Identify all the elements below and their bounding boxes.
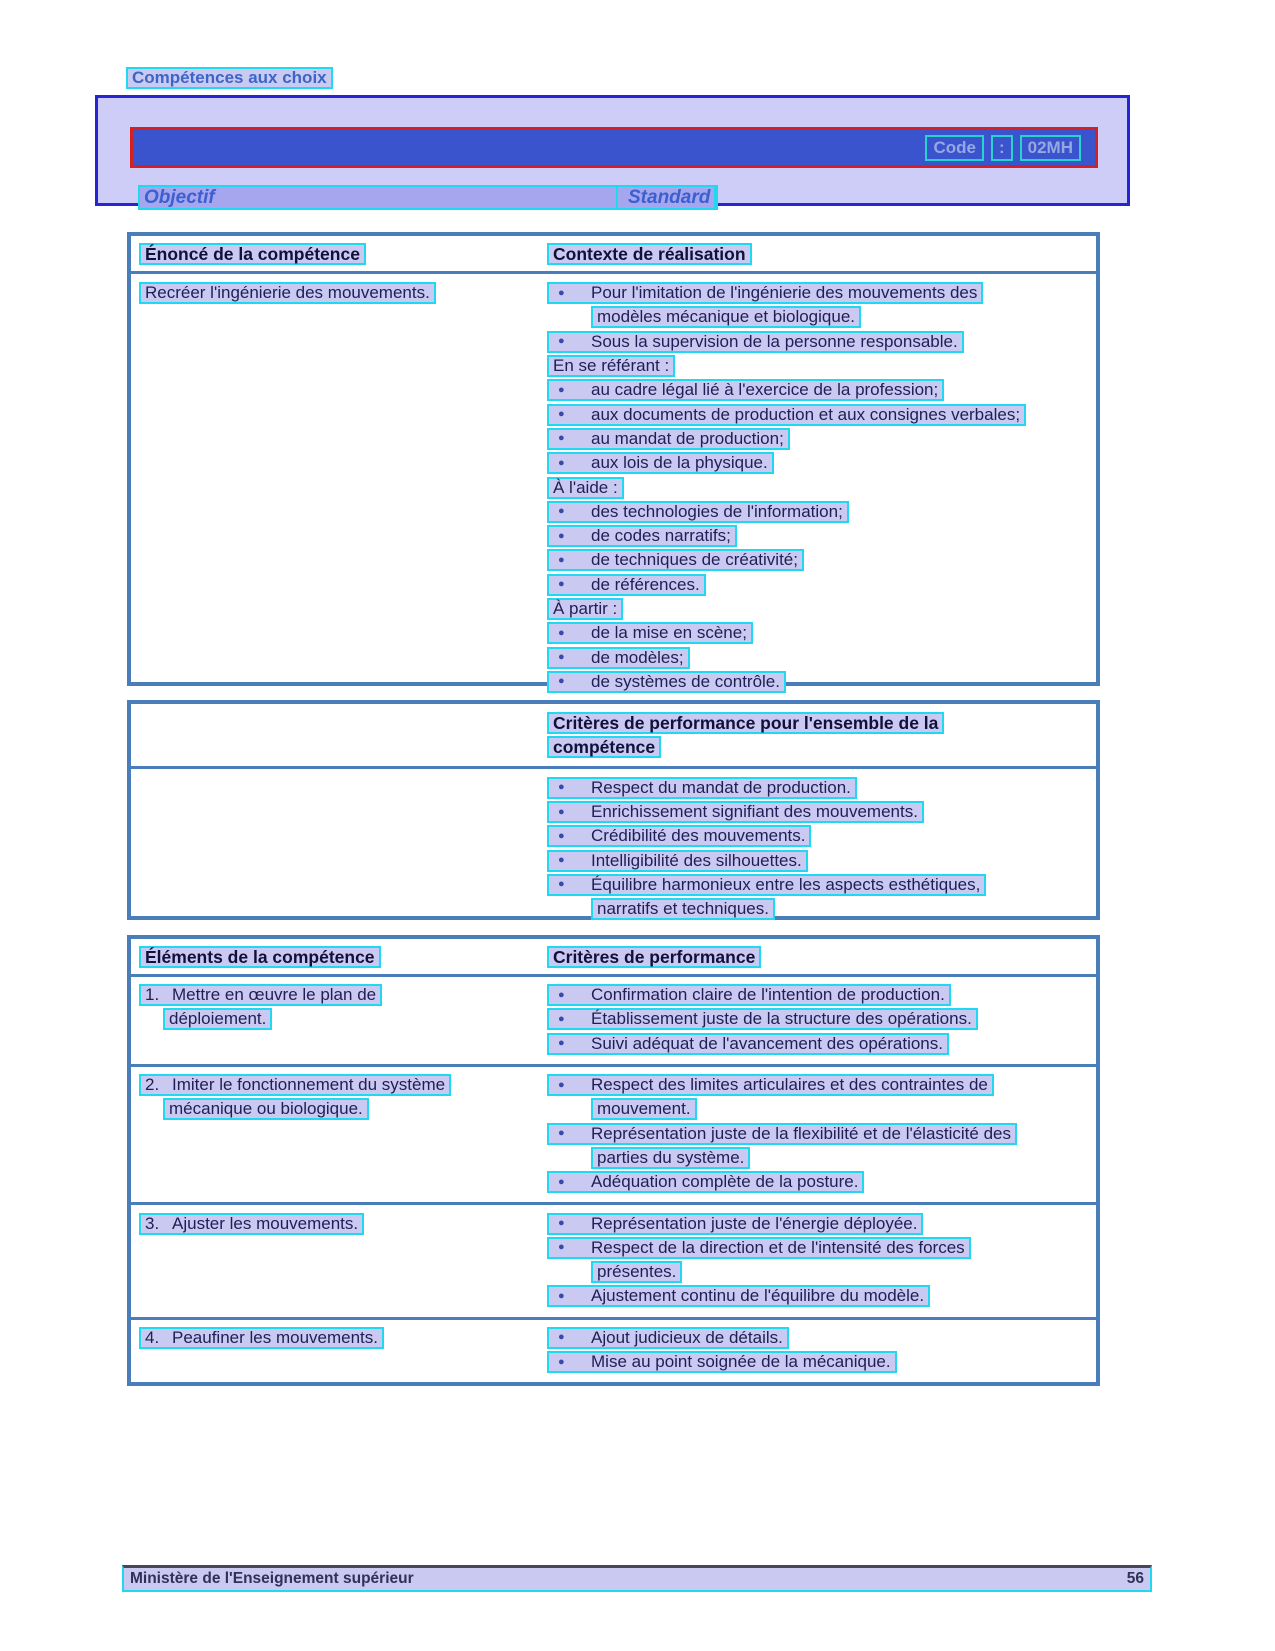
line-text: Ajustement continu de l'équilibre du modèle. [591, 1286, 925, 1306]
highlight-box [547, 379, 944, 401]
highlight-box [591, 1147, 750, 1169]
highlight-box [547, 622, 753, 644]
highlight-box [547, 712, 944, 734]
bullet-icon: ● [558, 1175, 565, 1188]
line-text: À l'aide : [553, 477, 618, 497]
line-text: de techniques de créativité; [591, 550, 798, 570]
highlight-box [547, 331, 964, 353]
top-label-text: Compétences aux choix [132, 68, 327, 87]
element-cell [139, 1326, 547, 1375]
line-text: Recréer l'ingénierie des mouvements. [145, 283, 430, 303]
highlight-box [547, 452, 774, 474]
table-row [131, 977, 1096, 1064]
table3-col2-header-cell [547, 946, 1088, 968]
text-line [547, 776, 1088, 800]
highlight-box [547, 801, 924, 823]
element-cell [139, 1073, 547, 1194]
item-number: 3. [145, 1213, 160, 1233]
bullet-icon: ● [558, 1217, 565, 1230]
table-row [131, 1202, 1096, 1316]
context-cell [547, 281, 1088, 694]
text-line [547, 800, 1088, 824]
text-line [547, 1236, 1088, 1260]
line-text: mécanique ou biologique. [169, 1099, 363, 1119]
text-line [547, 1007, 1088, 1031]
text-line [139, 1326, 547, 1350]
line-text: Ajout judicieux de détails. [591, 1327, 783, 1347]
highlight-box [547, 501, 849, 523]
criteria-cell [547, 1326, 1088, 1375]
line-text: Mettre en œuvre le plan de [172, 985, 377, 1005]
bullet-icon: ● [558, 781, 565, 794]
line-text: Représentation juste de l'énergie déployée. [591, 1213, 918, 1233]
text-line [547, 1326, 1088, 1350]
item-number: 1. [145, 985, 160, 1005]
highlight-box [547, 647, 690, 669]
line-text: Mise au point soignée de la mécanique. [591, 1352, 891, 1371]
text-line [547, 1260, 1088, 1284]
highlight-box [547, 984, 951, 1006]
bullet-icon: ● [558, 1241, 565, 1254]
bullet-icon: ● [558, 675, 565, 688]
bullet-icon: ● [558, 553, 565, 566]
table1-body-row [131, 274, 1096, 703]
criteria-cell [547, 1073, 1088, 1194]
line-text: présentes. [597, 1262, 677, 1282]
text-line [139, 1073, 547, 1097]
highlight-box [547, 1351, 897, 1373]
line-text: aux documents de production et aux consignes verbales; [591, 404, 1021, 424]
line-text: parties du système. [597, 1147, 745, 1167]
line-text: au cadre légal lié à l'exercice de la profession; [591, 380, 939, 400]
text-line [547, 1284, 1088, 1308]
line-text: Intelligibilité des silhouettes. [591, 850, 802, 870]
highlight-box [547, 1285, 930, 1307]
text-line [139, 1007, 547, 1031]
text-line [547, 1170, 1088, 1194]
text-line [547, 378, 1088, 402]
text-line [547, 1211, 1088, 1235]
highlight-box [163, 1008, 272, 1030]
element-cell [139, 1211, 547, 1308]
table1-col1-header-cell [139, 243, 547, 265]
line-text: À partir : [553, 599, 618, 618]
bullet-icon: ● [558, 626, 565, 639]
standard-heading: Standard [628, 186, 711, 208]
highlight-box [139, 946, 381, 968]
text-line [139, 1097, 547, 1121]
col-header-text: Énoncé de la compétence [145, 243, 360, 264]
text-line [547, 897, 1088, 921]
table2-body-row [131, 769, 1096, 931]
line-text: Établissement juste de la structure des opérations. [591, 1009, 972, 1029]
line-text: aux lois de la physique. [591, 453, 768, 473]
highlight-box [126, 67, 333, 89]
bullet-icon: ● [558, 805, 565, 818]
bullet-icon: ● [558, 578, 565, 591]
bullet-icon: ● [558, 1078, 565, 1091]
line-text: Respect du mandat de production. [591, 777, 851, 797]
bullet-icon: ● [558, 1289, 565, 1302]
bullet-icon: ● [558, 1037, 565, 1050]
text-line [139, 281, 547, 305]
table-enonce-contexte [127, 232, 1100, 691]
bullet-icon: ● [558, 1127, 565, 1140]
highlight-box [547, 355, 675, 377]
code-bar [130, 127, 1098, 168]
bullet-icon: ● [558, 408, 565, 421]
objectif-heading: Objectif [144, 186, 215, 208]
line-text: modèles mécanique et biologique. [597, 307, 856, 327]
text-line [547, 548, 1088, 572]
text-line [547, 451, 1088, 475]
col-header-text: Contexte de réalisation [553, 243, 746, 264]
bullet-icon: ● [558, 286, 565, 299]
highlight-box [591, 1098, 697, 1120]
bullet-icon: ● [558, 456, 565, 469]
line-text: Représentation juste de la flexibilité et de l'élasticité des [591, 1123, 1011, 1143]
bullet-icon: ● [558, 529, 565, 542]
line-text: Suivi adéquat de l'avancement des opérations. [591, 1033, 943, 1053]
text-line [547, 1121, 1088, 1145]
line-text: Équilibre harmonieux entre les aspects esthétiques, [591, 874, 981, 894]
item-number: 4. [145, 1327, 160, 1347]
line-text: Peaufiner les mouvements. [172, 1327, 378, 1347]
highlight-box [547, 850, 808, 872]
text-line [547, 645, 1088, 669]
highlight-box [547, 404, 1026, 426]
competence-statement-cell [139, 281, 547, 694]
highlight-box [547, 1171, 864, 1193]
highlight-box [547, 825, 811, 847]
line-text: Sous la supervision de la personne responsable. [591, 331, 958, 351]
text-line [547, 848, 1088, 872]
highlight-box [547, 1237, 971, 1259]
line-text: des technologies de l'information; [591, 501, 843, 521]
highlight-box [591, 1261, 682, 1283]
objectif-standard-bar [138, 185, 716, 210]
text-line [547, 670, 1088, 694]
highlight-box [547, 671, 786, 693]
text-line [547, 873, 1088, 897]
highlight-box [547, 777, 857, 799]
line-text: Ajuster les mouvements. [172, 1213, 359, 1233]
text-line [547, 354, 1088, 378]
highlight-box [547, 549, 804, 571]
line-text: Confirmation claire de l'intention de production. [591, 985, 945, 1005]
highlight-box [163, 1098, 369, 1120]
highlight-box [547, 1008, 978, 1030]
bullet-icon: ● [558, 988, 565, 1001]
line-text: de références. [591, 574, 700, 594]
text-line [547, 1097, 1088, 1121]
header-text: compétence [553, 736, 656, 757]
highlight-box [139, 1213, 364, 1235]
footer-ministry-text: Ministère de l'Enseignement supérieur [130, 1570, 414, 1587]
text-line [139, 983, 547, 1007]
criteria-cell [547, 983, 1088, 1056]
line-text: de systèmes de contrôle. [591, 671, 780, 691]
code-separator: : [991, 135, 1013, 161]
table3-rows [131, 977, 1096, 1382]
line-text: de la mise en scène; [591, 623, 747, 643]
text-line [547, 983, 1088, 1007]
text-line [547, 1146, 1088, 1170]
bullet-icon: ● [558, 854, 565, 867]
line-text: au mandat de production; [591, 428, 784, 448]
highlight-box [547, 477, 624, 499]
highlight-box [547, 282, 983, 304]
highlight-box [591, 306, 861, 328]
highlight-box [139, 1074, 451, 1096]
table1-header-row [131, 236, 1096, 274]
text-line [547, 711, 1088, 735]
highlight-box [547, 428, 790, 450]
line-text: narratifs et techniques. [597, 899, 769, 919]
highlight-box [547, 598, 623, 620]
page-top-label [126, 67, 333, 89]
text-line [547, 824, 1088, 848]
table2-header-row [131, 704, 1096, 769]
bullet-icon: ● [558, 432, 565, 445]
code-label: Code [925, 135, 984, 161]
line-text: Respect des limites articulaires et des contraintes de [591, 1075, 988, 1095]
table-row [131, 1317, 1096, 1383]
global-criteria-cell [547, 776, 1088, 922]
table-elements-criteres [127, 935, 1100, 1386]
line-text: Imiter le fonctionnement du système [172, 1075, 446, 1095]
criteria-cell [547, 1211, 1088, 1308]
bullet-icon: ● [558, 1012, 565, 1025]
highlight-box [547, 1327, 789, 1349]
bullet-icon: ● [558, 1355, 565, 1368]
highlight-box [547, 736, 661, 758]
line-text: Respect de la direction et de l'intensité des forces [591, 1237, 965, 1257]
line-text: mouvement. [597, 1099, 691, 1119]
line-text: de modèles; [591, 647, 684, 667]
text-line [547, 1350, 1088, 1374]
highlight-box [591, 898, 775, 920]
footer-page-number: 56 [1126, 1570, 1144, 1587]
text-line [547, 500, 1088, 524]
text-line [547, 524, 1088, 548]
text-line [547, 573, 1088, 597]
highlight-box [547, 1213, 923, 1235]
col-header-text: Éléments de la compétence [145, 946, 375, 967]
highlight-box [547, 1123, 1017, 1145]
table3-col1-header-cell [139, 946, 547, 968]
line-text: En se référant : [553, 356, 670, 376]
bullet-icon: ● [558, 383, 565, 396]
text-line [547, 1073, 1088, 1097]
item-number: 2. [145, 1075, 160, 1095]
table2-empty-cell [139, 776, 547, 922]
text-line [547, 597, 1088, 621]
table3-header-row [131, 939, 1096, 977]
header-text: Critères de performance pour l'ensemble de la [553, 712, 939, 733]
line-text: de codes narratifs; [591, 526, 731, 546]
standard-heading-box [616, 185, 718, 210]
highlight-box [547, 874, 986, 896]
element-cell [139, 983, 547, 1056]
highlight-box [547, 574, 706, 596]
text-line [139, 1211, 547, 1235]
text-line [547, 330, 1088, 354]
table-row [131, 1064, 1096, 1202]
table1-col2-header-cell [547, 243, 1088, 265]
bullet-icon: ● [558, 505, 565, 518]
highlight-box [139, 282, 436, 304]
line-text: Adéquation complète de la posture. [591, 1172, 859, 1192]
col-header-text: Critères de performance [553, 946, 756, 967]
highlight-box [139, 243, 366, 265]
text-line [547, 1032, 1088, 1056]
bullet-icon: ● [558, 829, 565, 842]
bullet-icon: ● [558, 1331, 565, 1344]
highlight-box [547, 1033, 949, 1055]
header-banner [95, 95, 1130, 206]
text-line [547, 621, 1088, 645]
line-text: déploiement. [169, 1009, 267, 1029]
highlight-box [139, 984, 382, 1006]
text-line [547, 475, 1088, 499]
page-footer [122, 1565, 1152, 1592]
code-value: 02MH [1020, 135, 1081, 161]
table-criteres-ensemble [127, 700, 1100, 920]
line-text: Enrichissement signifiant des mouvements. [591, 802, 918, 822]
highlight-box [547, 525, 737, 547]
highlight-box [547, 243, 752, 265]
line-text: Pour l'imitation de l'ingénierie des mouvements des [591, 283, 978, 303]
text-line [547, 305, 1088, 329]
bullet-icon: ● [558, 878, 565, 891]
line-text: Crédibilité des mouvements. [591, 826, 806, 846]
text-line [547, 735, 1088, 759]
text-line [547, 402, 1088, 426]
table2-header-cell [547, 711, 1088, 760]
highlight-box [547, 946, 761, 968]
bullet-icon: ● [558, 651, 565, 664]
text-line [547, 427, 1088, 451]
highlight-box [139, 1327, 384, 1349]
bullet-icon: ● [558, 335, 565, 348]
text-line [547, 281, 1088, 305]
highlight-box [547, 1074, 994, 1096]
